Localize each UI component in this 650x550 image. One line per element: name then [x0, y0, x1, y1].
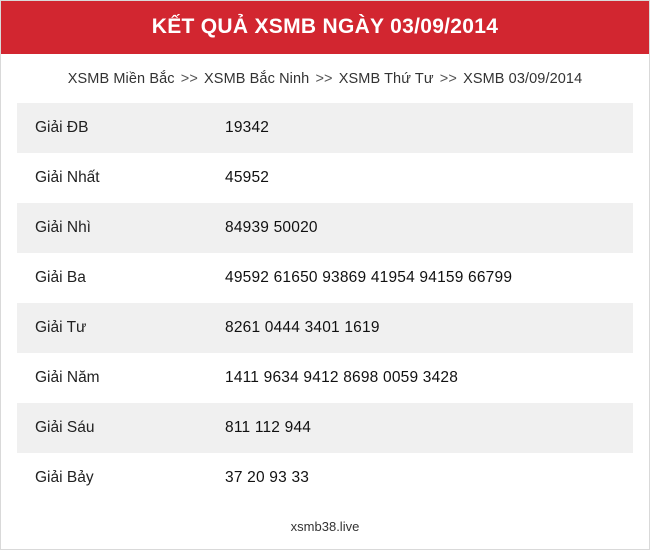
- breadcrumb-item-province[interactable]: XSMB Bắc Ninh: [204, 71, 310, 88]
- prize-numbers: 84939 50020: [225, 203, 633, 253]
- breadcrumb-separator: >>: [180, 71, 198, 88]
- prize-numbers: 811 112 944: [225, 403, 633, 453]
- prize-label: Giải Sáu: [17, 403, 225, 453]
- prize-numbers: 45952: [225, 153, 633, 203]
- breadcrumb-separator: >>: [315, 71, 333, 88]
- breadcrumb-separator: >>: [439, 71, 457, 88]
- prize-label: Giải Ba: [17, 253, 225, 303]
- table-row: [17, 103, 633, 153]
- prize-numbers: 19342: [225, 103, 633, 153]
- prize-numbers: 37 20 93 33: [225, 453, 633, 503]
- prize-label: Giải Tư: [17, 303, 225, 353]
- breadcrumb: [1, 54, 649, 103]
- table-row: [17, 253, 633, 303]
- table-row: [17, 203, 633, 253]
- prize-numbers: 49592 61650 93869 41954 94159 66799: [225, 253, 633, 303]
- results-table: [17, 103, 633, 503]
- prize-label: Giải Năm: [17, 353, 225, 403]
- prize-label: Giải ĐB: [17, 103, 225, 153]
- table-row: [17, 353, 633, 403]
- prize-numbers: 1411 9634 9412 8698 0059 3428: [225, 353, 633, 403]
- site-watermark: xsmb38.live: [290, 519, 360, 535]
- breadcrumb-item-region[interactable]: XSMB Miền Bắc: [67, 71, 175, 88]
- footer: [1, 503, 649, 544]
- prize-label: Giải Nhì: [17, 203, 225, 253]
- prize-numbers: 8261 0444 3401 1619: [225, 303, 633, 353]
- table-row: [17, 403, 633, 453]
- prize-label: Giải Nhất: [17, 153, 225, 203]
- breadcrumb-item-date[interactable]: XSMB 03/09/2014: [463, 71, 583, 88]
- page-title: KẾT QUẢ XSMB NGÀY 03/09/2014: [151, 15, 499, 38]
- table-row: [17, 303, 633, 353]
- page-header: [1, 1, 649, 54]
- prize-label: Giải Bảy: [17, 453, 225, 503]
- breadcrumb-item-weekday[interactable]: XSMB Thứ Tư: [338, 71, 434, 88]
- table-row: [17, 453, 633, 503]
- table-row: [17, 153, 633, 203]
